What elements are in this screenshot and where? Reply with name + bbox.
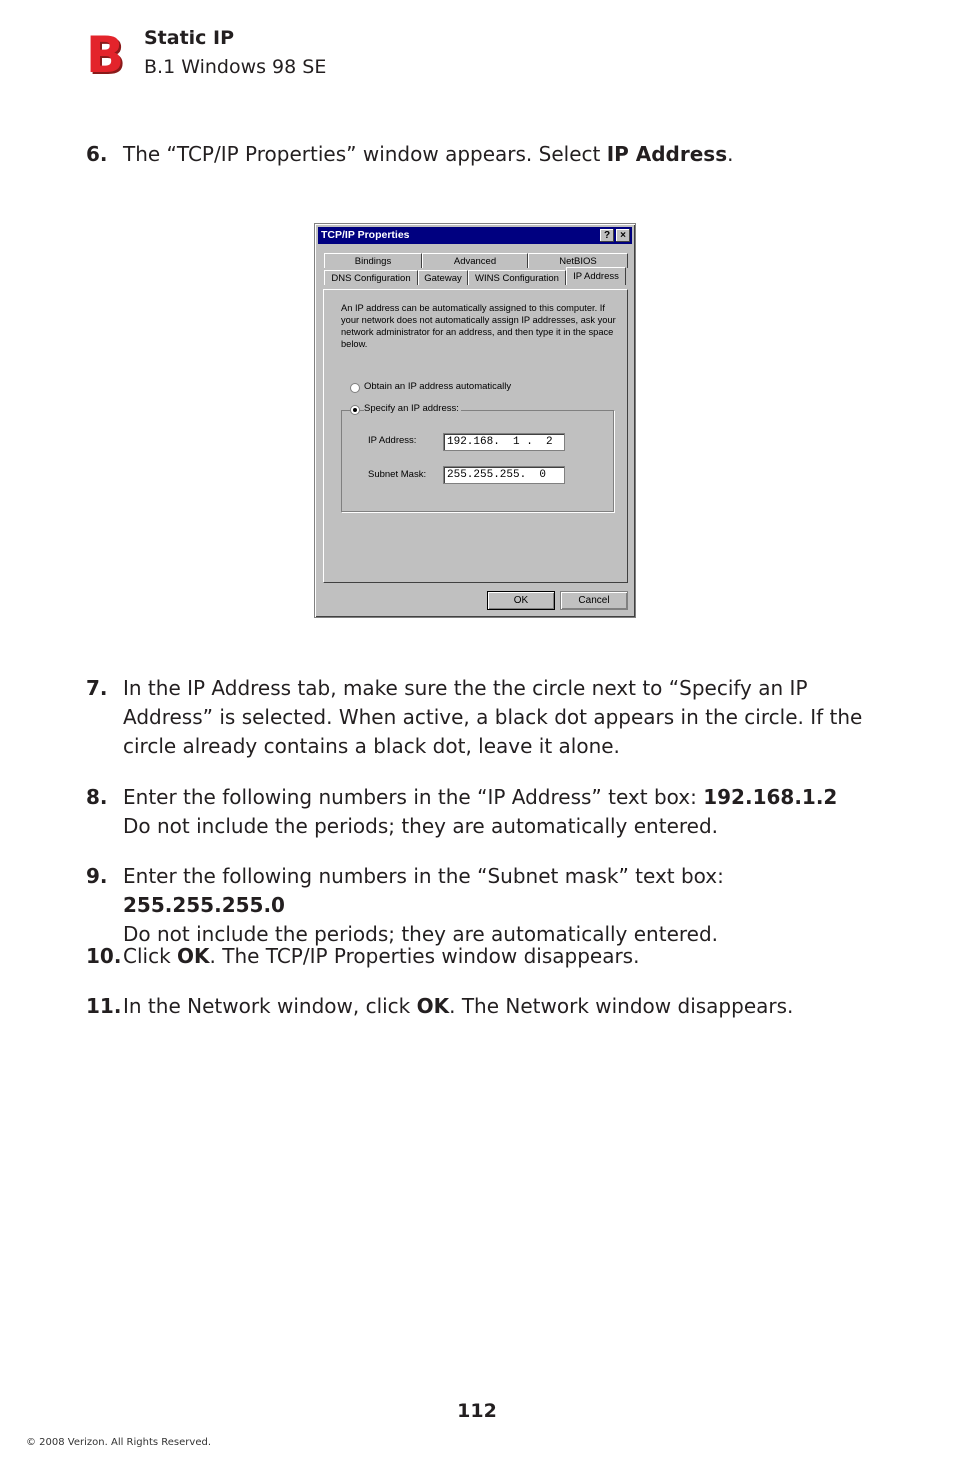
header-title: Static IP — [144, 27, 235, 49]
tab-advanced[interactable]: Advanced — [422, 253, 528, 268]
dialog-title: TCP/IP Properties — [321, 229, 410, 241]
ip-address-input[interactable]: 192.168. 1 . 2 — [443, 433, 565, 451]
tab-gateway[interactable]: Gateway — [418, 270, 468, 285]
dialog-titlebar — [318, 227, 632, 244]
tab-dns-configuration[interactable]: DNS Configuration — [324, 270, 418, 285]
header-subtitle: B.1 Windows 98 SE — [144, 56, 327, 78]
cancel-button[interactable]: Cancel — [560, 591, 628, 610]
help-button[interactable]: ? — [600, 229, 614, 242]
tab-wins-configuration[interactable]: WINS Configuration — [468, 270, 566, 285]
tcpip-properties-dialog — [314, 223, 636, 618]
step-number: 10. — [86, 944, 122, 968]
step-10 — [86, 942, 886, 971]
step-number: 7. — [86, 676, 108, 700]
step-9 — [86, 862, 886, 949]
subnet-mask-label: Subnet Mask: — [368, 469, 427, 480]
step-text: In the IP Address tab, make sure the the circle next to “Specify an IP Address” is selected. When active, a black dot appears in the circle. If the circle already contains a black dot, leave it alone. — [123, 676, 863, 758]
ip-description: An IP address can be automatically assigned to this computer. If your network does not automatically assign IP addresses, ask your network administrator for an address, and then type it in the space below. — [341, 303, 616, 349]
close-icon[interactable]: × — [616, 229, 630, 242]
page-number: 112 — [457, 1400, 497, 1422]
radio-obtain-label: Obtain an IP address automatically — [364, 381, 512, 392]
ip-address-label: IP Address: — [368, 435, 417, 446]
radio-obtain-automatically[interactable] — [350, 383, 360, 393]
step-8 — [86, 783, 886, 841]
step-number: 6. — [86, 142, 108, 166]
radio-specify-ip[interactable] — [350, 405, 360, 415]
step-7 — [86, 674, 886, 761]
ok-button[interactable]: OK — [487, 591, 555, 610]
step-number: 9. — [86, 864, 108, 888]
step-number: 11. — [86, 994, 122, 1018]
radio-specify-label: Specify an IP address: — [364, 403, 459, 414]
chapter-badge: B — [86, 26, 125, 84]
tab-netbios[interactable]: NetBIOS — [528, 253, 628, 268]
tab-ip-address[interactable]: IP Address — [566, 267, 626, 285]
copyright: © 2008 Verizon. All Rights Reserved. — [26, 1437, 211, 1448]
step-6 — [86, 140, 886, 169]
step-11 — [86, 992, 886, 1021]
step-text: Click OK. The TCP/IP Properties window disappears. — [123, 944, 640, 968]
subnet-mask-input[interactable]: 255.255.255. 0 — [443, 466, 565, 484]
step-text: In the Network window, click OK. The Network window disappears. — [123, 994, 794, 1018]
step-number: 8. — [86, 785, 108, 809]
step-text: The “TCP/IP Properties” window appears. Select IP Address. — [123, 142, 734, 166]
ip-address-panel — [323, 289, 628, 583]
step-text: Enter the following numbers in the “IP Address” text box: 192.168.1.2 Do not include the periods; they are automatically entered. — [123, 785, 838, 838]
specify-ip-group — [341, 410, 614, 512]
step-text: Enter the following numbers in the “Subnet mask” text box: 255.255.255.0 Do not include the periods; they are automatically entered. — [123, 864, 724, 946]
tab-bindings[interactable]: Bindings — [324, 253, 422, 268]
